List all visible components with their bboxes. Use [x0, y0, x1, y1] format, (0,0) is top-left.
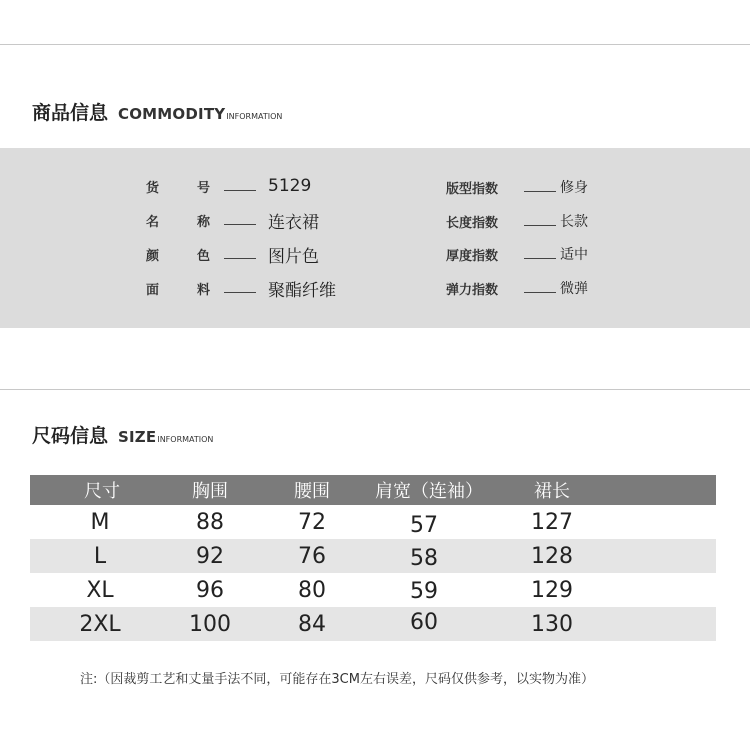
spec-dash: [224, 224, 256, 225]
spec-row-fit-index: [446, 175, 588, 199]
spec-label: 厚度指数: [446, 248, 499, 264]
size-section-title: [32, 421, 213, 448]
spec-label: [146, 211, 210, 230]
table-row: [30, 539, 716, 573]
cell-shoulder: 58: [410, 545, 438, 571]
header-waist: 腰围: [294, 481, 330, 502]
cell-length: 128: [531, 543, 573, 569]
spec-row-fabric: [146, 276, 336, 300]
spec-label: 弹力指数: [446, 282, 499, 298]
size-title-cn: 尺码信息: [32, 425, 109, 447]
spec-label: [146, 245, 210, 264]
spec-value: 连衣裙: [268, 212, 319, 233]
spec-value: 聚酯纤维: [268, 280, 336, 301]
cell-size: M: [90, 509, 110, 535]
spec-value: 适中: [560, 247, 588, 263]
table-row: [30, 607, 716, 641]
cell-bust: 100: [189, 611, 231, 637]
commodity-section-title: [32, 98, 282, 125]
size-table: [30, 475, 716, 641]
spec-label-char: 货: [146, 180, 160, 196]
spec-value: 长款: [560, 214, 588, 230]
commodity-title-en: COMMODITY: [118, 105, 226, 123]
table-row: [30, 573, 716, 607]
header-bust: 胸围: [192, 481, 228, 502]
spec-row-item-number: [146, 174, 311, 198]
spec-row-length-index: [446, 209, 588, 233]
cell-waist: 72: [298, 509, 326, 535]
header-length: 裙长: [534, 481, 570, 502]
cell-length: 127: [531, 509, 573, 535]
cell-bust: 88: [196, 509, 224, 535]
header-shoulder: 肩宽（连袖）: [375, 481, 483, 502]
spec-label-char: 名: [146, 214, 160, 230]
size-title-en: SIZE: [118, 428, 157, 446]
spec-dash: [224, 292, 256, 293]
cell-waist: 76: [298, 543, 326, 569]
spec-value: 修身: [560, 180, 588, 196]
top-divider: [0, 44, 750, 45]
commodity-title-en-small: INFORMATION: [226, 112, 283, 121]
spec-label-char: 料: [196, 282, 210, 298]
commodity-title-cn: 商品信息: [32, 102, 109, 124]
spec-value: 5129: [268, 176, 312, 196]
cell-length: 130: [531, 611, 573, 637]
size-title-en-small: INFORMATION: [157, 435, 214, 444]
cell-waist: 84: [298, 611, 326, 637]
spec-row-stretch-index: [446, 276, 588, 300]
header-size: 尺寸: [84, 481, 120, 502]
spec-value: 微弹: [560, 281, 588, 297]
table-header-row: [30, 475, 716, 505]
cell-shoulder: 59: [410, 578, 438, 604]
spec-dash: [224, 258, 256, 259]
spec-row-name: [146, 208, 319, 232]
spec-dash: [524, 258, 556, 259]
table-row: [30, 505, 716, 539]
spec-label-char: 称: [196, 214, 210, 230]
cell-length: 129: [531, 577, 573, 603]
spec-value: 图片色: [268, 246, 319, 267]
cell-bust: 92: [196, 543, 224, 569]
size-note: 注:（因裁剪工艺和丈量手法不同，可能存在3CM左右误差，尺码仅供参考，以实物为准）: [80, 672, 594, 687]
spec-label: [146, 279, 210, 298]
spec-label-char: 色: [196, 248, 210, 264]
spec-label: [146, 177, 210, 196]
commodity-spec-panel: [0, 148, 750, 328]
cell-waist: 80: [298, 577, 326, 603]
cell-size: 2XL: [79, 611, 121, 637]
spec-label: 长度指数: [446, 215, 499, 231]
spec-label-char: 面: [146, 282, 160, 298]
spec-label-char: 颜: [146, 248, 160, 264]
spec-row-thickness-index: [446, 242, 588, 266]
spec-dash: [524, 191, 556, 192]
section-divider: [0, 389, 750, 390]
spec-label: 版型指数: [446, 181, 499, 197]
cell-shoulder: 57: [410, 512, 438, 538]
cell-size: XL: [86, 577, 114, 603]
cell-bust: 96: [196, 577, 224, 603]
spec-dash: [524, 225, 556, 226]
cell-size: L: [93, 543, 107, 569]
spec-dash: [524, 292, 556, 293]
cell-shoulder: 60: [410, 609, 438, 635]
spec-dash: [224, 190, 256, 191]
spec-row-color: [146, 242, 319, 266]
spec-label-char: 号: [196, 180, 210, 196]
